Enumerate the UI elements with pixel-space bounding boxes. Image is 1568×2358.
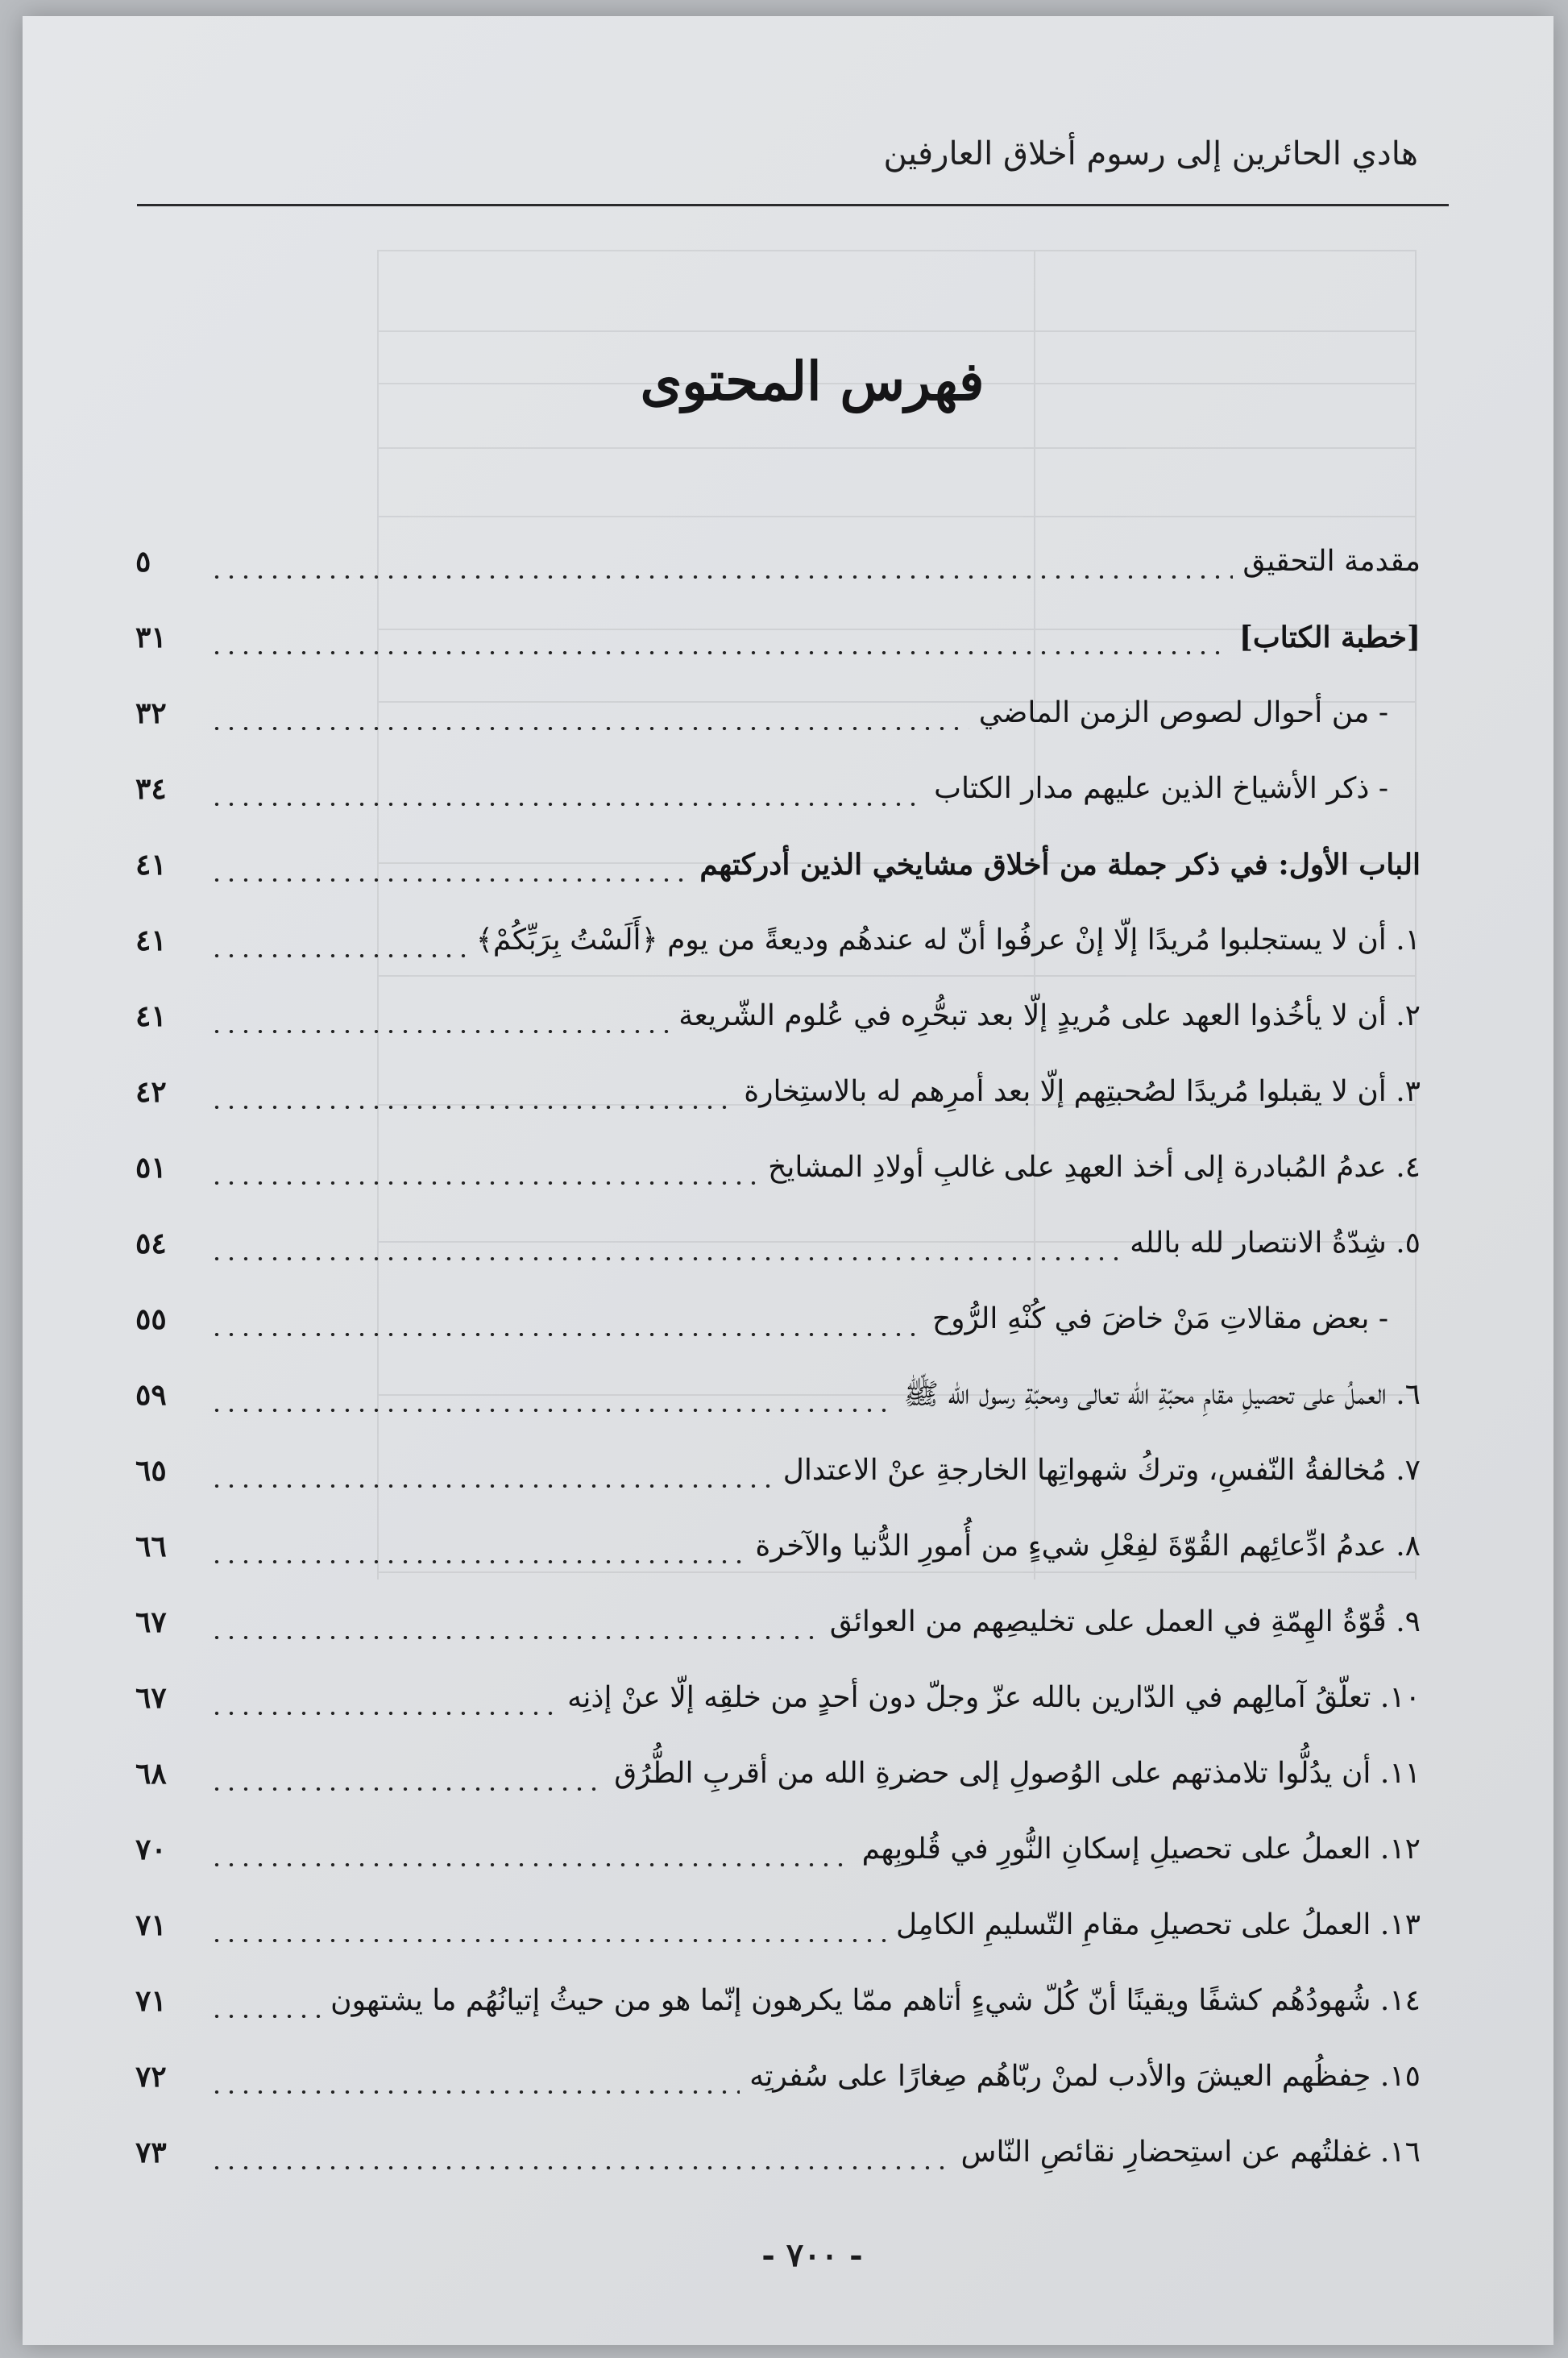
book-page bbox=[23, 16, 1553, 2345]
running-header: هادي الحائرين إلى رسوم أخلاق العارفين bbox=[883, 135, 1418, 172]
toc-entry bbox=[135, 1963, 1421, 2039]
toc-entry-title: ٦. العملُ على تحصيلِ مقامِ محبّةِ الله تعالى ومحبّةِ رسول الله ﷺ bbox=[903, 1378, 1421, 1411]
toc-entry-page: ٤١ bbox=[135, 924, 167, 957]
toc-entry-page: ٧٢ bbox=[135, 2060, 167, 2094]
toc-entry bbox=[135, 1887, 1421, 1963]
toc-entry bbox=[135, 827, 1421, 903]
toc-entry bbox=[135, 524, 1421, 600]
toc-leader-dots bbox=[209, 803, 924, 806]
toc-entry-page: ٣٢ bbox=[135, 696, 167, 730]
toc-entry-title: ٣. أن لا يقبلوا مُريدًا لصُحبتِهم إلّا بعد أمرِهم له بالاستِخارة bbox=[744, 1075, 1421, 1108]
toc-entry-title: ١٥. حِفظُهم العيشَ والأدب لمنْ ربّاهُم صِغارًا على سُفرتِه bbox=[749, 2060, 1421, 2093]
toc-entry-page: ٦٧ bbox=[135, 1681, 167, 1715]
toc-entry bbox=[135, 978, 1421, 1054]
toc-entry-title: - ذكر الأشياخ الذين عليهم مدار الكتاب bbox=[934, 772, 1388, 805]
toc-leader-dots bbox=[209, 1636, 820, 1639]
toc-entry-title: ٨. عدمُ ادِّعائِهم القُوّةَ لفِعْلِ شيءٍ من أُمورِ الدُّنيا والآخرة bbox=[755, 1530, 1421, 1563]
toc-leader-dots bbox=[209, 1030, 669, 1033]
toc-entry bbox=[135, 600, 1421, 675]
toc-entry-page: ٦٧ bbox=[135, 1605, 167, 1639]
toc-leader-dots bbox=[209, 1863, 852, 1866]
toc-entry bbox=[135, 2039, 1421, 2115]
toc-entry bbox=[135, 1584, 1421, 1660]
toc-entry-page: ٧١ bbox=[135, 1908, 167, 1942]
table-of-contents bbox=[135, 524, 1421, 2190]
toc-entry-page: ٦٥ bbox=[135, 1454, 167, 1488]
toc-leader-dots bbox=[209, 1787, 604, 1791]
toc-entry-page: ٦٦ bbox=[135, 1530, 167, 1563]
toc-entry-title: [خطبة الكتاب] bbox=[1238, 621, 1421, 654]
toc-entry-title: ١. أن لا يستجلبوا مُريدًا إلّا إنْ عرفُوا أنّ له عندهُم وديعةً من يوم ﴿أَلَسْتُ بِرَبِّكُمْ﴾ bbox=[475, 924, 1421, 957]
toc-leader-dots bbox=[209, 1560, 745, 1563]
toc-leader-dots bbox=[209, 2015, 321, 2018]
toc-leader-dots bbox=[209, 1106, 734, 1109]
toc-entry-title: ٧. مُخالفةُ النّفسِ، وتركُ شهواتِها الخارجةِ عنْ الاعتدال bbox=[782, 1454, 1421, 1487]
toc-entry-page: ٥٥ bbox=[135, 1302, 167, 1336]
toc-leader-dots bbox=[209, 1712, 558, 1715]
toc-entry-page: ٥٩ bbox=[135, 1378, 167, 1412]
toc-entry-page: ٧٠ bbox=[135, 1833, 167, 1866]
toc-leader-dots bbox=[209, 2166, 952, 2169]
toc-entry-title: ٥. شِدّةُ الانتصار لله بالله bbox=[1130, 1227, 1421, 1260]
toc-leader-dots bbox=[209, 878, 690, 882]
header-rule bbox=[137, 204, 1449, 206]
toc-entry-title: مقدمة التحقيق bbox=[1242, 545, 1421, 578]
toc-entry bbox=[135, 1736, 1421, 1812]
toc-leader-dots bbox=[209, 1409, 894, 1412]
toc-entry-page: ٥٤ bbox=[135, 1227, 167, 1260]
toc-leader-dots bbox=[209, 954, 467, 957]
toc-leader-dots bbox=[209, 1257, 1120, 1260]
toc-entry-title: ١٤. شُهودُهُم كشفًا ويقينًا أنّ كُلّ شيءٍ أتاهم ممّا يكرهون إنّما هو من حيثُ إتيانُهُم ما يشتهون bbox=[330, 1984, 1421, 2017]
toc-entry-title: ٤. عدمُ المُبادرة إلى أخذ العهدِ على غالبِ أولادِ المشايخ bbox=[768, 1151, 1421, 1184]
toc-leader-dots bbox=[209, 1181, 758, 1185]
toc-entry-title: ٩. قُوّةُ الهِمّةِ في العمل على تخليصِهم من العوائق bbox=[829, 1605, 1421, 1638]
toc-entry-title: ١١. أن يدُلُّوا تلامذتهم على الوُصولِ إلى حضرةِ الله من أقربِ الطُّرُق bbox=[614, 1757, 1421, 1790]
page-number: - ٧٠٠ - bbox=[761, 2236, 863, 2274]
toc-entry-page: ٥ bbox=[135, 545, 151, 579]
toc-leader-dots bbox=[209, 2090, 740, 2094]
toc-leader-dots bbox=[209, 1333, 923, 1336]
toc-entry-title: ١٠. تعلّقُ آمالِهم في الدّارين بالله عزّ وجلّ دون أحدٍ من خلقِه إلّا عنْ إذنِه bbox=[567, 1681, 1421, 1714]
toc-entry bbox=[135, 1357, 1421, 1433]
toc-entry bbox=[135, 1812, 1421, 1887]
toc-entry-page: ٣١ bbox=[135, 621, 167, 654]
toc-entry bbox=[135, 1660, 1421, 1736]
toc-leader-dots bbox=[209, 575, 1233, 579]
toc-entry-page: ٤١ bbox=[135, 848, 167, 882]
toc-entry bbox=[135, 675, 1421, 751]
toc-leader-dots bbox=[209, 651, 1230, 654]
page-title: فهرس المحتوى bbox=[640, 350, 985, 413]
toc-entry bbox=[135, 1054, 1421, 1130]
toc-entry bbox=[135, 1281, 1421, 1357]
toc-entry-page: ٦٨ bbox=[135, 1757, 167, 1791]
toc-entry-title: الباب الأول: في ذكر جملة من أخلاق مشايخي الذين أدركتهم bbox=[699, 848, 1421, 882]
toc-entry-page: ٣٤ bbox=[135, 772, 167, 806]
toc-entry bbox=[135, 2115, 1421, 2190]
toc-entry-title: ١٣. العملُ على تحصيلِ مقامِ التّسليمِ الكامِل bbox=[895, 1908, 1421, 1941]
toc-entry-title: ٢. أن لا يأخُذوا العهد على مُريدٍ إلّا بعد تبحُّرِه في عُلوم الشّريعة bbox=[678, 999, 1421, 1032]
toc-entry-page: ٧٣ bbox=[135, 2136, 167, 2169]
toc-entry-page: ٤٢ bbox=[135, 1075, 167, 1109]
toc-leader-dots bbox=[209, 1939, 886, 1942]
toc-entry bbox=[135, 903, 1421, 978]
toc-leader-dots bbox=[209, 1484, 774, 1488]
toc-leader-dots bbox=[209, 727, 969, 730]
toc-entry-page: ٧١ bbox=[135, 1984, 167, 2018]
toc-entry-title: ١٦. غفلتُهم عن استِحضارِ نقائصِ النّاس bbox=[960, 2136, 1421, 2169]
toc-entry-page: ٤١ bbox=[135, 999, 167, 1033]
toc-entry bbox=[135, 1130, 1421, 1206]
toc-entry bbox=[135, 751, 1421, 827]
toc-entry bbox=[135, 1509, 1421, 1584]
toc-entry-page: ٥١ bbox=[135, 1151, 167, 1185]
toc-entry-title: - من أحوال لصوص الزمن الماضي bbox=[978, 696, 1388, 729]
toc-entry bbox=[135, 1206, 1421, 1281]
toc-entry-title: - بعض مقالاتِ مَنْ خاضَ في كُنْهِ الرُّوح bbox=[931, 1302, 1388, 1335]
toc-entry-title: ١٢. العملُ على تحصيلِ إسكانِ النُّورِ في قُلوبِهم bbox=[861, 1833, 1421, 1866]
toc-entry bbox=[135, 1433, 1421, 1509]
